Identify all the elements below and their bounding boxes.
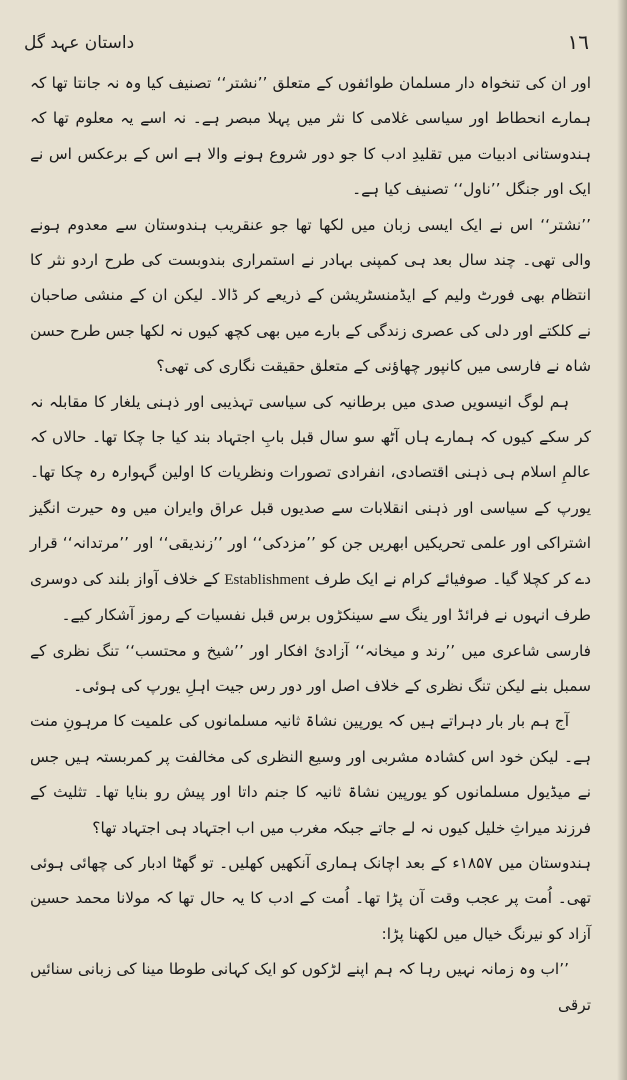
- text-line: کیوں کہ ہمارے ہاں آٹھ سو سال قبل بابِ اجتہاد بند کیا جا چکا تھا۔ حالاں کہ عالمِ اسلام ہی ذہنی: [30, 428, 591, 482]
- text-line: ہم لوگ انیسویں صدی میں برطانیہ کی سیاسی تہذیبی اور ذہنی یلغار کا مقابلہ نہ کر سکے: [30, 392, 591, 447]
- text-line: بارے میں بھی کچھ کیوں نہ لکھا جس طرح حسن شاہ نے فارسی میں کانپور چھاؤنی کے متعلق: [30, 321, 591, 376]
- text-line: نیرنگ خیال میں لکھنا پڑا:: [381, 924, 544, 943]
- text-line: ’’نشتر‘‘ اس نے ایک ایسی زبان میں لکھا تھا جو عنقریب ہندوستان سے معدوم ہونے والی تھی۔: [30, 215, 591, 270]
- text-line: تھی۔ اُمت پر عجب وقت آن پڑا تھا۔ اُمت کے ادب کا یہ حال تھا کہ مولانا محمد حسین آزاد کو: [30, 889, 591, 943]
- latin-word: Establishment: [224, 571, 310, 588]
- page-body: [30, 66, 591, 1060]
- text-line-rest: کے خلاف آواز بلند کی دوسری طرف انہوں نے فرائڈ اور ینگ سے: [30, 569, 591, 625]
- page-number: ١٦: [567, 30, 589, 54]
- text-line: کا جو دور شروع ہونے والا ہے اس کے برعکس اس نے ایک اور جنگل ’’ناول‘‘ تصنیف کیا ہے۔: [30, 144, 591, 199]
- text-line: مسلمانوں کو یورپین نشاۃ ثانیہ کا جنم داتا اور پیش رو بنایا تھا۔ تثلیث کے فرزند میراثِ خلیل کیوں: [30, 783, 591, 837]
- paragraph: [30, 208, 591, 385]
- text-line: چند سال بعد ہی کمپنی بہادر نے استمراری بندوبست کی طرح اردو نثر کا انتظام بھی فورٹ ولیم کے: [30, 251, 591, 305]
- text-line: ’’اب وہ زمانہ نہیں رہا کہ ہم اپنے لڑکوں کو ایک کہانی طوطا مینا کی زبانی سنائیں ترقی: [30, 960, 591, 1014]
- text-line: حقیقت نگاری کی تھی؟: [156, 357, 306, 376]
- paragraph: [30, 704, 591, 846]
- page-header: [24, 30, 589, 56]
- text-line: اقتصادی، انفرادی تصورات ونظریات کا اولین گہوارہ رہ چکا تھا۔ یورپ کے سیاسی اور ذہنی: [30, 463, 591, 517]
- text-line: اور سیاسی غلامی کا نثر میں پہلا مبصر ہے۔ نہ اسے یہ معلوم تھا کہ ہندوستانی ادبیات میں تقلیدِ ادب: [30, 109, 591, 163]
- text-line: فارسی شاعری میں ’’رند و میخانہ‘‘ آزادیٔ افکار اور ’’شیخ و محتسب‘‘ تنگ نظری کے سمبل: [30, 641, 591, 695]
- text-line: ہندوستان میں ۱۸۵۷ء کے بعد اچانک ہماری آنکھیں کھلیں۔ تو گھٹا ادبار کی چھائی ہوئی: [30, 853, 592, 872]
- text-line: آج ہم بار بار دہراتے ہیں کہ یورپین نشاۃ ثانیہ مسلمانوں کی علمیت کا مرہونِ منت: [30, 712, 569, 731]
- paragraph: [30, 634, 591, 705]
- text-line: ہے۔ لیکن خود اس کشادہ مشربی اور وسیع النظری کی مخالفت پر کمربستہ ہیں جس نے میڈیول: [30, 747, 591, 802]
- text-line: ’’مزدکی‘‘ اور ’’زندیقی‘‘ اور ’’مرتدانہ‘‘ قرار دے کر کچلا گیا۔ صوفیائے کرام نے ایک طرف: [30, 534, 591, 588]
- page-edge-shadow: [617, 0, 627, 1080]
- text-line: بنے لیکن تنگ نظری کے خلاف اصل اور دور رس جیت اہلِ یورپ کی ہوئی۔: [73, 676, 548, 695]
- text-line: ایڈمنسٹریشن کے ذریعے کر ڈالا۔ لیکن ان کے منشی صاحبان نے کلکتے اور دلی کی عصری زندگی کے: [30, 286, 591, 340]
- paragraph: [30, 66, 591, 208]
- text-line: انقلابات سے صدیوں قبل عراق وایران میں وہ حیرت انگیز اشتراکی اور علمی تحریکیں ابھریں جن کو: [30, 498, 591, 553]
- text-line: نہ لے جاتے جبکہ مغرب میں اب اجتہاد ہی اجتہاد تھا؟: [92, 818, 434, 837]
- running-title: داستان عہد گل: [24, 33, 135, 53]
- paragraph: [30, 952, 591, 1023]
- text-line: سینکڑوں برس قبل نفسیات کے رموز آشکار کیے۔: [61, 606, 374, 625]
- text-line: اور ان کی تنخواہ دار مسلمان طوائفوں کے متعلق ’’نشتر‘‘ تصنیف کیا وہ نہ جانتا تھا کہ ہمارے انحطاط: [30, 74, 591, 128]
- paragraph: [30, 846, 591, 952]
- paragraph: [30, 385, 591, 634]
